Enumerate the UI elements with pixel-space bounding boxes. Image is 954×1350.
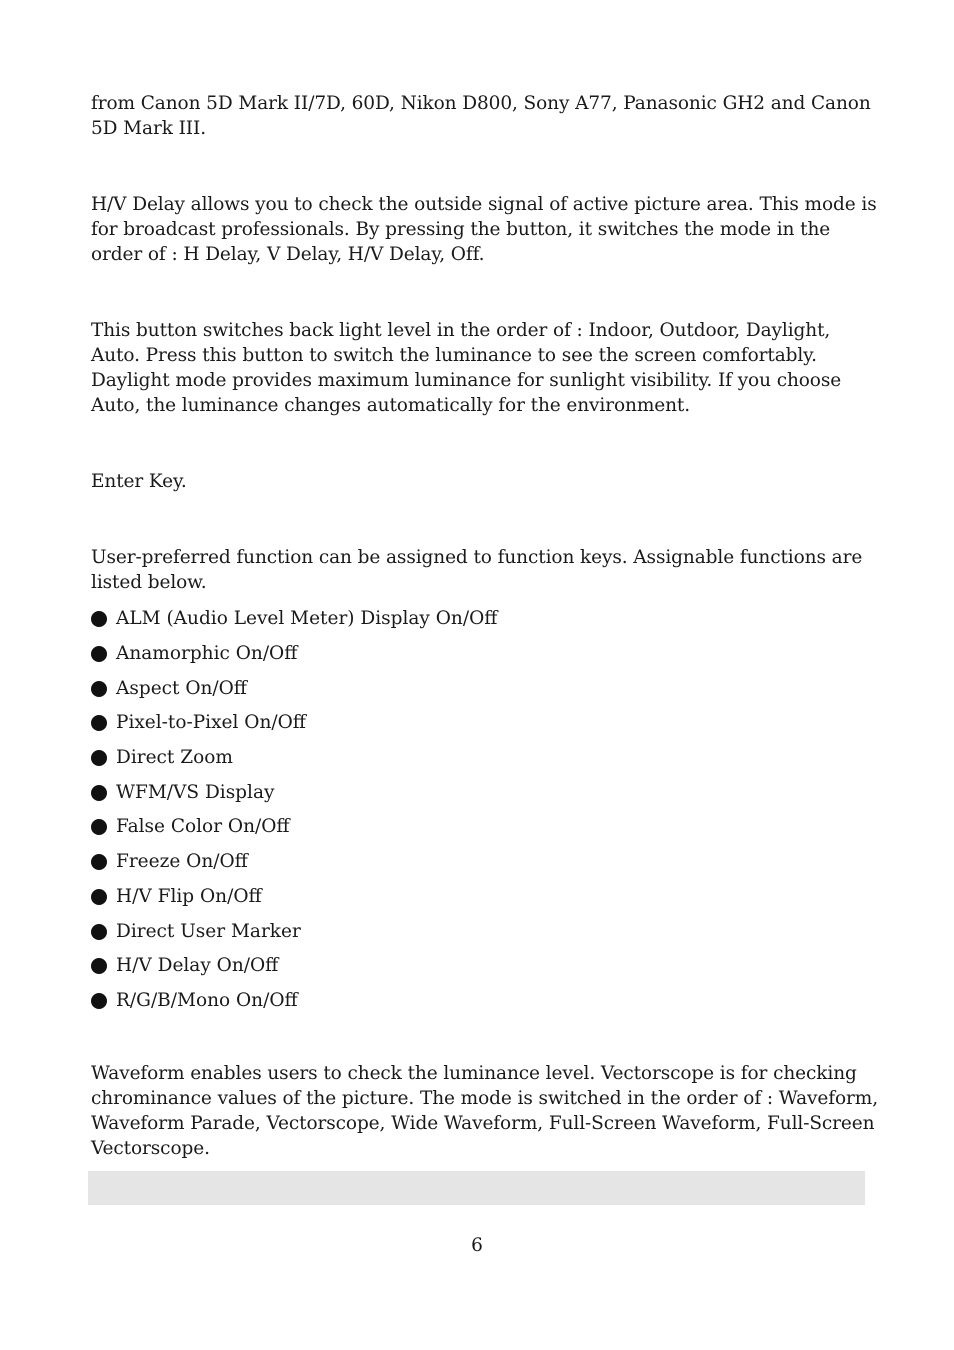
paragraph-enter-key: Enter Key. bbox=[91, 471, 187, 492]
list-item-label: Freeze On/Off bbox=[116, 851, 248, 873]
bullet-icon bbox=[91, 611, 107, 627]
list-item-label: Direct Zoom bbox=[116, 747, 233, 769]
list-item-label: Aspect On/Off bbox=[116, 677, 247, 699]
bullet-icon bbox=[91, 681, 107, 697]
gray-divider-bar bbox=[88, 1171, 865, 1205]
list-item bbox=[91, 880, 497, 915]
list-item-label: H/V Delay On/Off bbox=[116, 955, 279, 977]
bullet-icon bbox=[91, 785, 107, 801]
paragraph-back-light: This button switches back light level in the order of : Indoor, Outdoor, Daylight, Auto. Press this button to switch the luminance to see the screen comfortably. Daylight mode provides maximum luminance for sunlight visibility. If you choose Auto, the luminance changes automatically for the environment. bbox=[91, 320, 842, 416]
list-item bbox=[91, 706, 497, 741]
assignable-functions-list bbox=[91, 602, 497, 1018]
list-item bbox=[91, 949, 497, 984]
list-item-label: Anamorphic On/Off bbox=[116, 643, 298, 665]
list-item bbox=[91, 741, 497, 776]
bullet-icon bbox=[91, 924, 107, 940]
paragraph-camera-support: from Canon 5D Mark II/7D, 60D, Nikon D800, Sony A77, Panasonic GH2 and Canon 5D Mark III. bbox=[91, 93, 871, 139]
paragraph-waveform: Waveform enables users to check the luminance level. Vectorscope is for checking chrominance values of the picture. The mode is switched in the order of : Waveform, Waveform Parade, Vectorscope, Wide Waveform, Full-Screen Waveform, Full-Screen Vectorscope. bbox=[91, 1063, 878, 1159]
list-item bbox=[91, 845, 497, 880]
list-item bbox=[91, 984, 497, 1019]
list-item-label: Pixel-to-Pixel On/Off bbox=[116, 712, 306, 734]
list-item-label: H/V Flip On/Off bbox=[116, 885, 262, 907]
paragraph-function-keys: User-preferred function can be assigned to function keys. Assignable functions are listed below. bbox=[91, 547, 863, 593]
bullet-icon bbox=[91, 750, 107, 766]
list-item bbox=[91, 671, 497, 706]
list-item bbox=[91, 914, 497, 949]
bullet-icon bbox=[91, 819, 107, 835]
list-item bbox=[91, 775, 497, 810]
list-item bbox=[91, 810, 497, 845]
list-item-label: False Color On/Off bbox=[116, 816, 290, 838]
page-number: 6 bbox=[471, 1235, 483, 1256]
bullet-icon bbox=[91, 715, 107, 731]
list-item-label: WFM/VS Display bbox=[116, 781, 275, 803]
bullet-icon bbox=[91, 958, 107, 974]
list-item bbox=[91, 637, 497, 672]
bullet-icon bbox=[91, 993, 107, 1009]
list-item-label: R/G/B/Mono On/Off bbox=[116, 989, 298, 1011]
bullet-icon bbox=[91, 854, 107, 870]
bullet-icon bbox=[91, 646, 107, 662]
list-item-label: Direct User Marker bbox=[116, 920, 301, 942]
bullet-icon bbox=[91, 889, 107, 905]
list-item-label: ALM (Audio Level Meter) Display On/Off bbox=[116, 608, 498, 630]
list-item bbox=[91, 602, 497, 637]
paragraph-hv-delay: H/V Delay allows you to check the outside signal of active picture area. This mode is for broadcast professionals. By pressing the button, it switches the mode in the order of : H Delay, V Delay, H/V Delay, Off. bbox=[91, 194, 877, 265]
